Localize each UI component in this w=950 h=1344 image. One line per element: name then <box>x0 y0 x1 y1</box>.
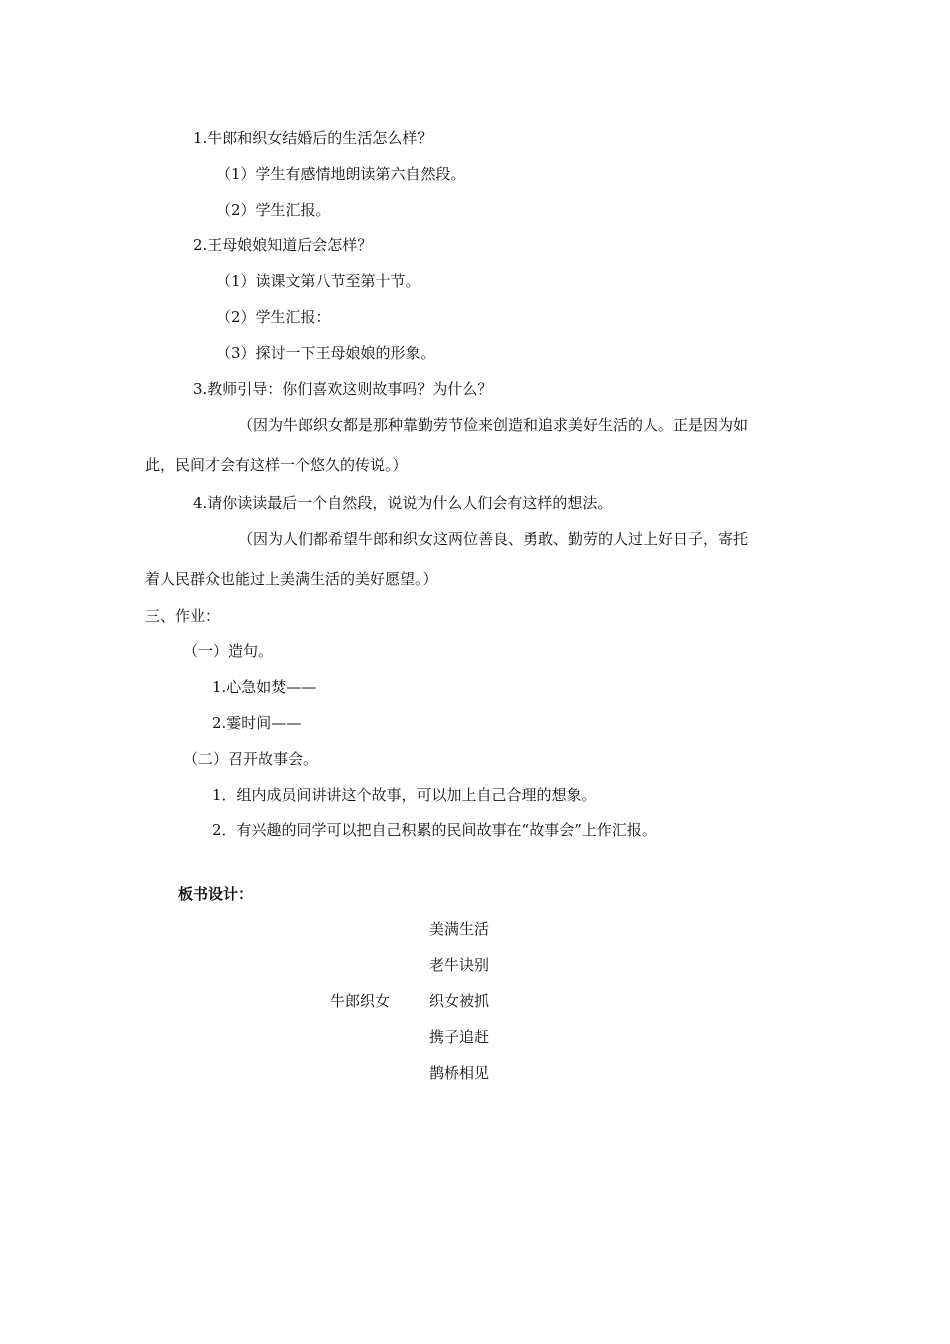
question-1-step-2: （2）学生汇报。 <box>216 201 331 219</box>
question-4-answer-line-1: （因为人们都希望牛郎和织女这两位善良、勇敢、勤劳的人过上好日子，寄托 <box>238 530 749 548</box>
question-4-answer-line-2: 着人民群众也能过上美满生活的美好愿望。） <box>145 570 438 588</box>
homework-part-1-item-2: 2.霎时间—— <box>212 714 302 732</box>
question-4: 4.请你读读最后一个自然段，说说为什么人们会有这样的想法。 <box>193 494 613 512</box>
board-item-3: 织女被抓 <box>429 992 490 1010</box>
board-design-heading: 板书设计： <box>178 885 254 903</box>
homework-part-2-item-2: 2．有兴趣的同学可以把自己积累的民间故事在“故事会”上作汇报。 <box>212 821 657 839</box>
board-item-5: 鹊桥相见 <box>429 1064 490 1082</box>
homework-part-1-item-1: 1.心急如焚—— <box>212 678 317 696</box>
homework-part-2-heading: （二）召开故事会。 <box>183 750 319 768</box>
homework-part-2-item-1: 1．组内成员间讲讲这个故事，可以加上自己合理的想象。 <box>212 786 597 804</box>
question-2-step-1: （1）读课文第八节至第十节。 <box>216 272 421 290</box>
question-1: 1.牛郎和织女结婚后的生活怎么样？ <box>193 129 433 147</box>
question-3-answer-line-1: （因为牛郎织女都是那种靠勤劳节俭来创造和追求美好生活的人。正是因为如 <box>238 416 749 434</box>
board-item-2: 老牛诀别 <box>429 956 490 974</box>
question-2-step-3: （3）探讨一下王母娘娘的形象。 <box>216 344 436 362</box>
homework-part-1-heading: （一）造句。 <box>183 642 274 660</box>
question-3-answer-line-2: 此，民间才会有这样一个悠久的传说。） <box>145 456 408 474</box>
question-3: 3.教师引导：你们喜欢这则故事吗？为什么？ <box>193 380 493 398</box>
question-2-step-2: （2）学生汇报： <box>216 308 331 326</box>
question-2: 2.王母娘娘知道后会怎样？ <box>193 236 373 254</box>
board-item-1: 美满生活 <box>429 920 490 938</box>
board-center-title: 牛郎织女 <box>330 992 391 1010</box>
board-item-4: 携子追赶 <box>429 1028 490 1046</box>
homework-heading: 三、作业： <box>145 607 221 625</box>
question-1-step-1: （1）学生有感情地朗读第六自然段。 <box>216 165 466 183</box>
